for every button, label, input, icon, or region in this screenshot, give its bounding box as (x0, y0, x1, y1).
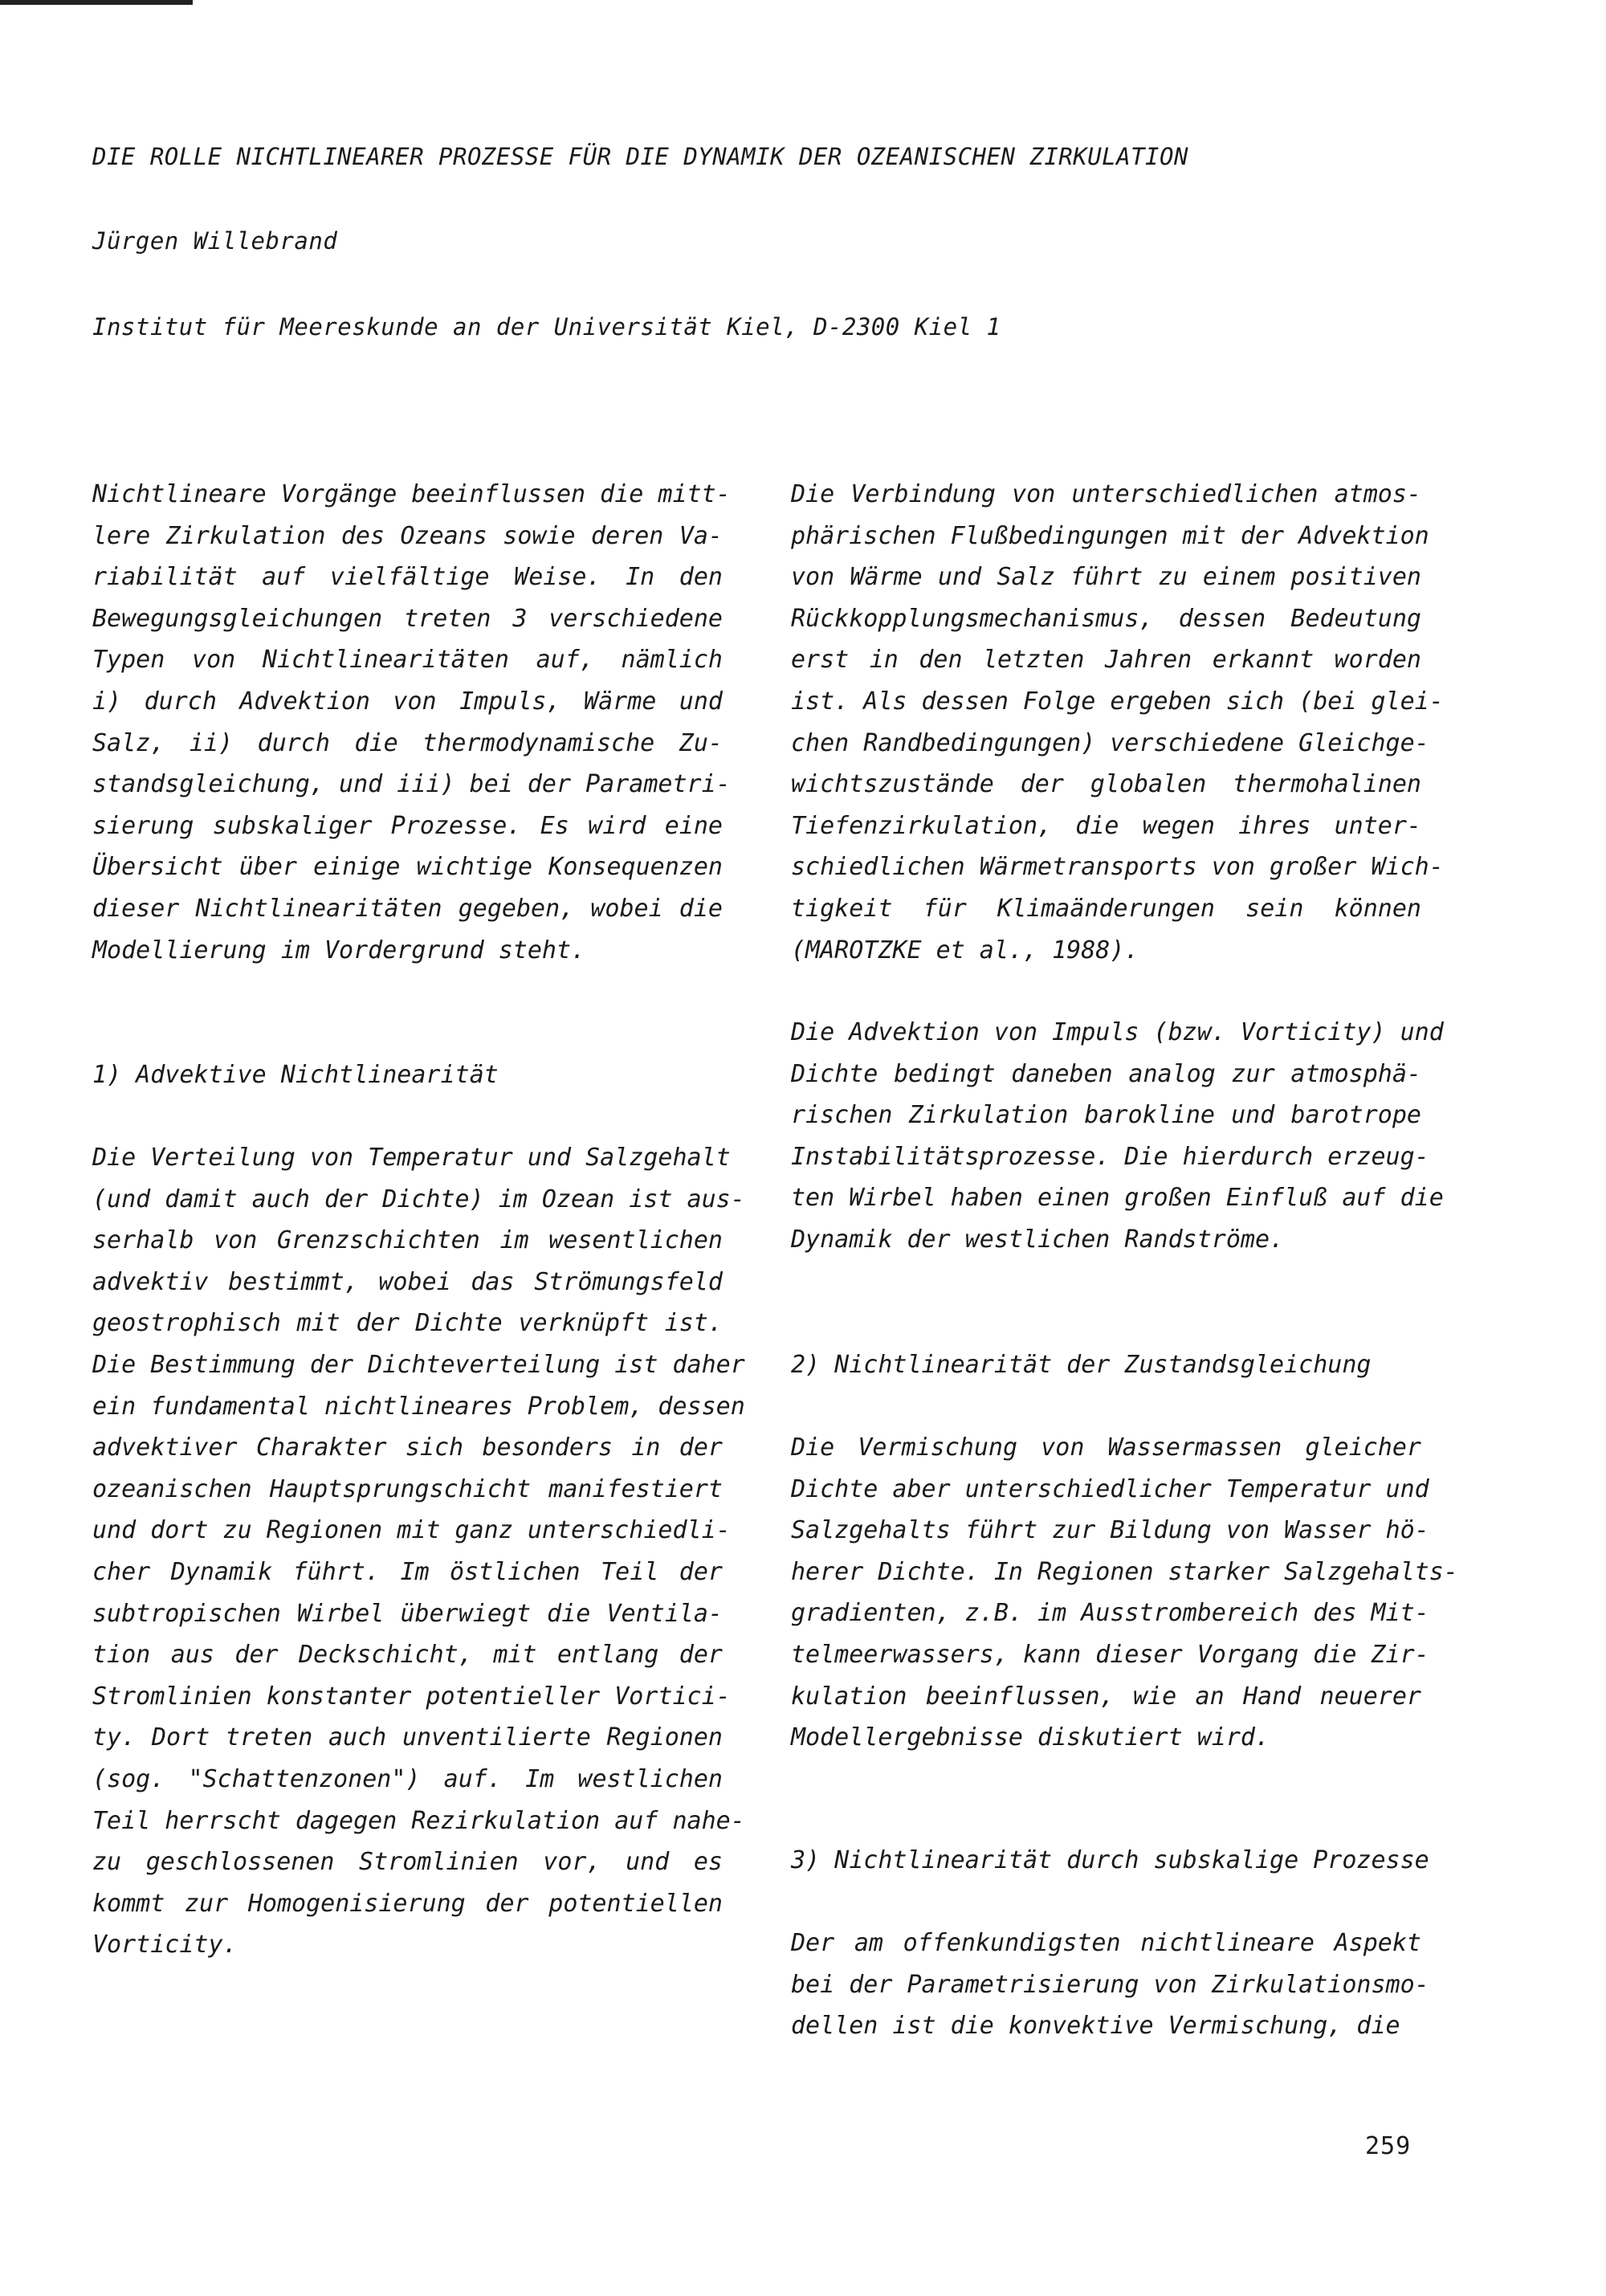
section-1-text (92, 1137, 745, 1966)
text-line: dellen ist die konvektive Vermischung, die (791, 2012, 1400, 2041)
text-line: advektiver Charakter sich besonders in der (92, 1433, 723, 1462)
text-line: Dichte bedingt daneben analog zur atmosphä- (791, 1059, 1421, 1088)
text-line: Die Verbindung von unterschiedlichen atmos- (791, 480, 1421, 508)
page-number: 259 (1365, 2132, 1412, 2160)
text-line: telmeerwassers, kann dieser Vorgang die Zir- (791, 1640, 1429, 1669)
text-line: Die Bestimmung der Dichteverteilung ist daher (92, 1350, 745, 1379)
text-line: Instabilitätsprozesse. Die hierdurch erzeug- (791, 1142, 1429, 1171)
top-rule (0, 0, 193, 5)
text-line: Salz, ii) durch die thermodynamische Zu- (92, 728, 723, 757)
text-line: ein fundamental nichtlineares Problem, dessen (92, 1392, 745, 1421)
text-line: schiedlichen Wärmetransports von großer Wich- (791, 853, 1444, 882)
section-2-text (791, 1427, 1458, 1759)
text-line: advektiv bestimmt, wobei das Strömungsfeld (92, 1267, 723, 1296)
text-line: Die Verteilung von Temperatur und Salzgehalt (92, 1144, 731, 1172)
text-line: (MAROTZKE et al., 1988). (791, 936, 1139, 964)
text-line: Modellierung im Vordergrund steht. (92, 936, 586, 964)
section-3-heading: 3) Nichtlinearität durch subskalige Prozesse (791, 1846, 1429, 1874)
text-line: bei der Parametrisierung von Zirkulationsmo- (791, 1970, 1429, 1999)
text-line: Modellergebnisse diskutiert wird. (791, 1723, 1270, 1752)
text-line: subtropischen Wirbel überwiegt die Ventila- (92, 1599, 723, 1628)
text-line: ty. Dort treten auch unventilierte Regionen (92, 1723, 723, 1752)
author-name: Jürgen Willebrand (92, 227, 338, 255)
text-line: Tiefenzirkulation, die wegen ihres unter- (791, 811, 1421, 840)
text-line: dieser Nichtlinearitäten gegeben, wobei die (92, 894, 723, 923)
text-line: ten Wirbel haben einen großen Einfluß auf die (791, 1184, 1444, 1213)
text-line: (sog. "Schattenzonen") auf. Im westlichen (92, 1764, 723, 1793)
text-line: lere Zirkulation des Ozeans sowie deren Va- (92, 521, 723, 550)
text-line: serhalb von Grenzschichten im wesentlichen (92, 1226, 723, 1255)
text-line: kulation beeinflussen, wie an Hand neuerer (791, 1682, 1421, 1711)
text-line: tion aus der Deckschicht, mit entlang der (92, 1641, 723, 1670)
paper-title: DIE ROLLE NICHTLINEARER PROZESSE FÜR DIE DYNAMIK DER OZEANISCHEN ZIRKULATION (92, 143, 1188, 170)
text-line: erst in den letzten Jahren erkannt worden (791, 646, 1421, 675)
right-paragraph-2 (791, 1012, 1444, 1261)
author-affiliation: Institut für Meereskunde an der Universität Kiel, D-2300 Kiel 1 (92, 313, 1001, 341)
text-line: zu geschlossenen Stromlinien vor, und es (92, 1848, 723, 1877)
text-line: Übersicht über einige wichtige Konsequenzen (92, 853, 723, 882)
text-line: Dichte aber unterschiedlicher Temperatur und (791, 1474, 1429, 1503)
text-line: Nichtlineare Vorgänge beeinflussen die mitt- (92, 480, 731, 508)
text-line: von Wärme und Salz führt zu einem positiven (791, 563, 1421, 592)
text-line: cher Dynamik führt. Im östlichen Teil der (92, 1557, 723, 1586)
text-line: Rückkopplungsmechanismus, dessen Bedeutung (791, 604, 1421, 633)
text-line: Stromlinien konstanter potentieller Vortici- (92, 1682, 731, 1711)
text-line: rischen Zirkulation barokline und barotrope (791, 1101, 1421, 1130)
text-line: Bewegungsgleichungen treten 3 verschiedene (92, 604, 723, 633)
text-line: wichtszustände der globalen thermohalinen (791, 770, 1421, 799)
text-line: Der am offenkundigsten nichtlineare Aspekt (791, 1929, 1421, 1957)
section-1-heading: 1) Advektive Nichtlinearität (92, 1061, 499, 1089)
text-line: ist. Als dessen Folge ergeben sich (bei glei- (791, 687, 1444, 716)
text-line: tigkeit für Klimaänderungen sein können (791, 894, 1421, 923)
text-line: Die Advektion von Impuls (bzw. Vorticity) und (791, 1018, 1444, 1046)
text-line: chen Randbedingungen) verschiedene Gleichge- (791, 728, 1429, 757)
text-line: geostrophisch mit der Dichte verknüpft ist. (92, 1309, 723, 1338)
text-line: gradienten, z.B. im Ausstrombereich des Mit- (791, 1599, 1429, 1628)
text-line: i) durch Advektion von Impuls, Wärme und (92, 687, 723, 716)
text-line: Salzgehalts führt zur Bildung von Wasser hö- (791, 1516, 1429, 1545)
text-line: Teil herrscht dagegen Rezirkulation auf nahe- (92, 1806, 745, 1835)
text-line: Typen von Nichtlinearitäten auf, nämlich (92, 646, 723, 675)
text-line: Vorticity. (92, 1931, 238, 1960)
text-line: ozeanischen Hauptsprungschicht manifestiert (92, 1474, 723, 1503)
text-line: sierung subskaliger Prozesse. Es wird eine (92, 811, 723, 840)
section-3-text (791, 1923, 1429, 2047)
text-line: und dort zu Regionen mit ganz unterschiedli- (92, 1516, 731, 1545)
section-2-heading: 2) Nichtlinearität der Zustandsgleichung (791, 1351, 1372, 1379)
text-line: kommt zur Homogenisierung der potentiellen (92, 1889, 723, 1918)
text-line: (und damit auch der Dichte) im Ozean ist aus- (92, 1185, 745, 1213)
text-line: Dynamik der westlichen Randströme. (791, 1225, 1285, 1254)
text-line: herer Dichte. In Regionen starker Salzgehalts- (791, 1557, 1458, 1586)
text-line: Die Vermischung von Wassermassen gleicher (791, 1433, 1421, 1462)
text-line: riabilität auf vielfältige Weise. In den (92, 563, 723, 592)
abstract (92, 474, 731, 971)
text-line: phärischen Flußbedingungen mit der Advektion (791, 521, 1429, 550)
text-line: standsgleichung, und iii) bei der Parametri- (92, 770, 731, 799)
right-paragraph-1 (791, 474, 1444, 971)
